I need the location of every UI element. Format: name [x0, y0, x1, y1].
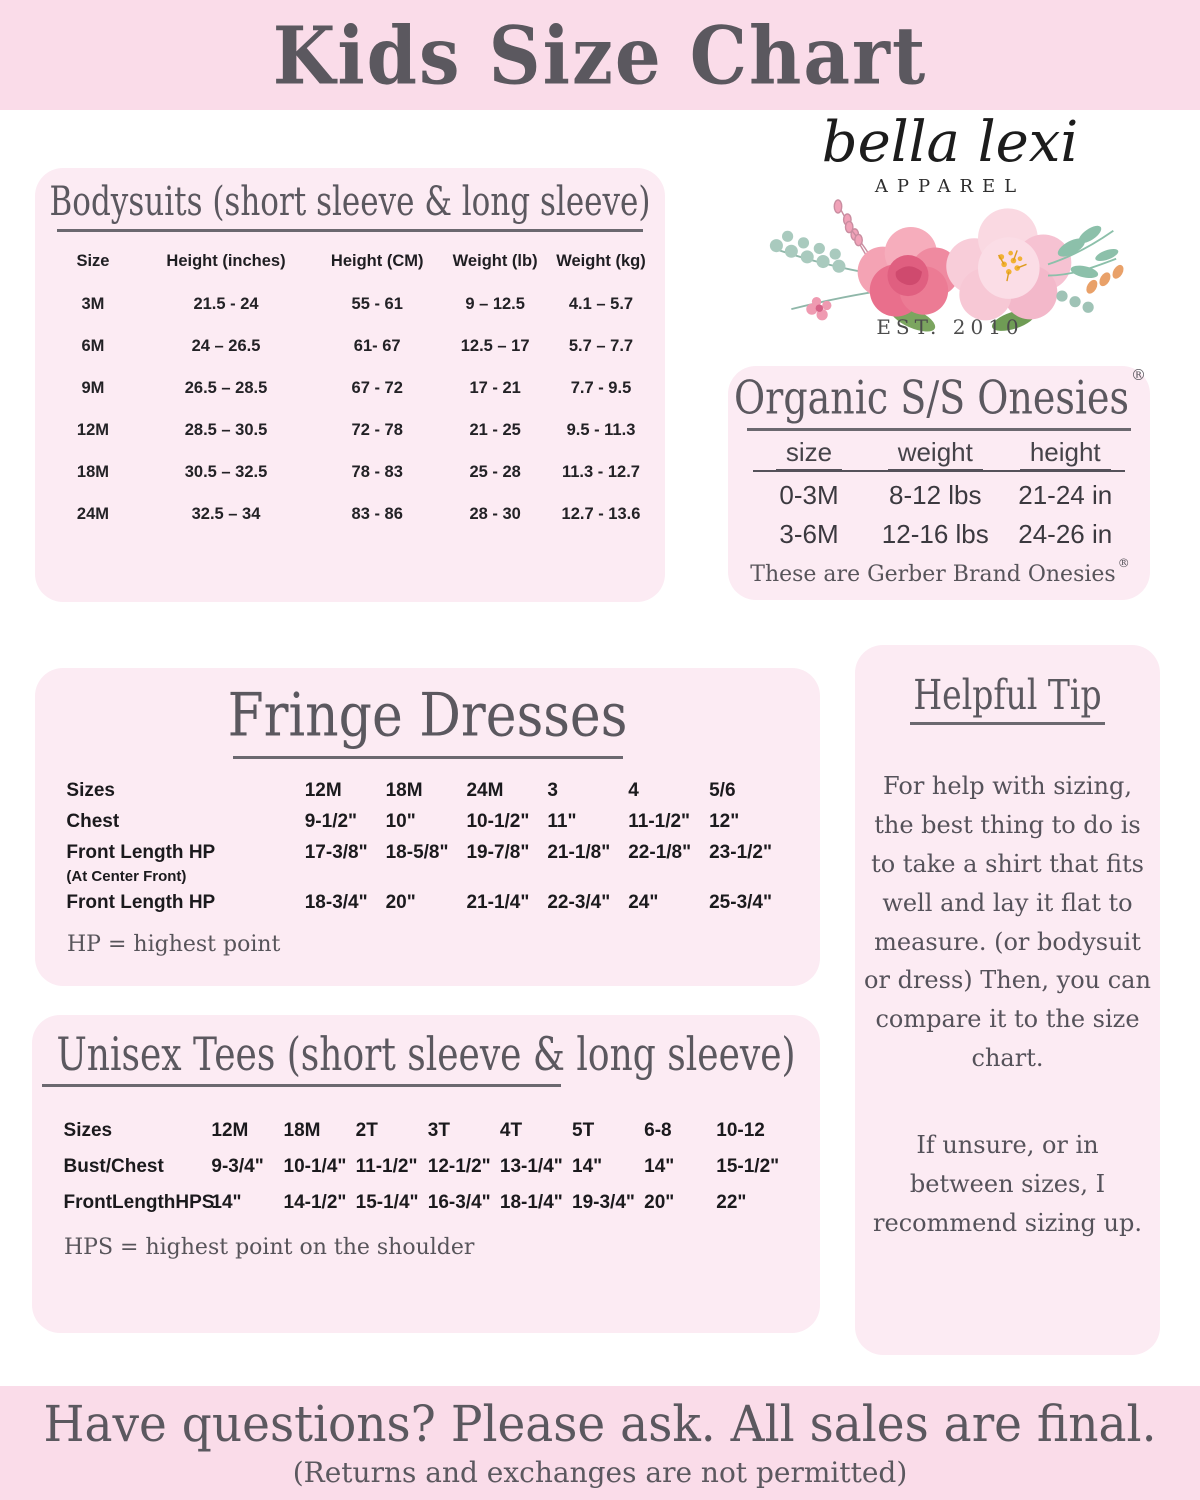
- bodysuits-title-underline: [57, 229, 643, 232]
- row-size-label: 9M: [81, 378, 105, 397]
- cell: 18M: [385, 779, 423, 801]
- cell: 13-1/4": [499, 1156, 563, 1177]
- tees-size-table: [64, 1113, 789, 1221]
- fringe-title-underline: [233, 756, 623, 759]
- row-label: Sizes: [66, 779, 115, 801]
- cell: 11-1/2": [628, 810, 691, 832]
- column-header: size: [753, 437, 864, 472]
- cell: 21-24 in: [1018, 480, 1113, 510]
- table-row: [48, 451, 653, 493]
- cell: 12M: [211, 1120, 249, 1141]
- cell: 83 - 86: [351, 504, 403, 523]
- cell: 18-1/4": [499, 1192, 563, 1213]
- tip-title-underline: [910, 722, 1105, 725]
- cell: 14-1/2": [283, 1192, 347, 1213]
- tip-title: Helpful Tip: [913, 670, 1102, 719]
- fringe-size-table: [66, 775, 788, 918]
- cell: 11.3 - 12.7: [561, 462, 640, 481]
- cell: 19-7/8": [466, 841, 530, 863]
- cell: 21-1/4": [466, 891, 530, 913]
- cell: 0-3M: [779, 480, 839, 510]
- row-size-label: 6M: [81, 336, 105, 355]
- cell: 30.5 – 32.5: [184, 462, 268, 481]
- hp-definition-note: HP = highest point: [67, 932, 281, 957]
- cell: 3: [547, 779, 558, 801]
- cell: 11-1/2": [355, 1156, 418, 1177]
- gerber-brand-note: These are Gerber Brand Onesies ®: [750, 556, 1130, 587]
- onesies-title-underline: [747, 428, 1131, 431]
- cell: 72 - 78: [351, 420, 403, 439]
- cell: 19-3/4": [572, 1192, 635, 1213]
- cell: 24M: [466, 779, 504, 801]
- cell: 12.5 – 17: [460, 336, 530, 355]
- table-row: [66, 887, 788, 918]
- onesies-size-table: [753, 437, 1124, 550]
- cell: 20": [644, 1192, 675, 1213]
- cell: 3-6M: [779, 519, 839, 549]
- cell: 10-1/2": [466, 810, 530, 832]
- table-row: [64, 1185, 789, 1221]
- table-row: [64, 1113, 789, 1149]
- cell: 28.5 – 30.5: [184, 420, 268, 439]
- cell: 32.5 – 34: [191, 504, 261, 523]
- table-row: [66, 837, 788, 868]
- fringe-title: Fringe Dresses: [227, 681, 628, 751]
- cell: 6-8: [644, 1120, 672, 1141]
- cell: 12-16 lbs: [881, 519, 989, 549]
- cell: 22-3/4": [547, 891, 611, 913]
- cell: 5/6: [709, 779, 736, 801]
- hps-definition-note: HPS = highest point on the shoulder: [64, 1235, 475, 1260]
- table-row: [48, 367, 653, 409]
- column-header: weight: [865, 437, 1006, 472]
- table-row: [48, 283, 653, 325]
- cell: 21.5 - 24: [193, 294, 259, 313]
- page-title: Kids Size Chart: [272, 8, 928, 102]
- cell: [709, 868, 788, 887]
- cell: 9.5 - 11.3: [566, 420, 636, 439]
- cell: 10-12: [716, 1120, 765, 1141]
- cell: 25-3/4": [709, 891, 772, 913]
- row-label: Front Length HP: [66, 891, 216, 913]
- cell: 26.5 – 28.5: [184, 378, 268, 397]
- row-label: Chest: [66, 810, 120, 832]
- row-label: Front Length HP: [66, 841, 216, 863]
- cell: 21-1/8": [547, 841, 611, 863]
- bodysuits-title: Bodysuits (short sleeve & long sleeve): [49, 178, 651, 226]
- row-label: FrontLengthHPS: [63, 1192, 215, 1213]
- cell: [466, 868, 547, 887]
- cell: [628, 868, 709, 887]
- cell: 9 – 12.5: [465, 294, 525, 313]
- column-header: Height (inches): [166, 252, 286, 270]
- brand-subtitle: APPAREL: [874, 175, 1026, 197]
- table-row: [48, 493, 653, 535]
- cell: 8-12 lbs: [889, 480, 982, 510]
- top-banner: [0, 0, 1200, 110]
- cell: 14": [644, 1156, 675, 1177]
- cell: [305, 868, 386, 887]
- cell: 4T: [499, 1120, 523, 1141]
- cell: 16-3/4": [427, 1192, 491, 1213]
- table-row: [64, 1149, 789, 1185]
- footer-question-line: Have questions? Please ask. All sales are final.: [43, 1395, 1157, 1454]
- cell: 3T: [427, 1120, 450, 1141]
- onesies-title: Organic S/S Onesies ®: [734, 366, 1146, 425]
- fringe-dresses-panel: [35, 668, 820, 986]
- cell: [547, 868, 628, 887]
- cell: 55 - 61: [351, 294, 403, 313]
- cell: 5T: [572, 1120, 595, 1141]
- cell: 5.7 – 7.7: [568, 336, 634, 355]
- column-header: Weight (lb): [452, 252, 538, 270]
- brand-name-script: bella lexi: [821, 110, 1079, 175]
- column-header: Height (CM): [330, 252, 424, 270]
- table-row: [48, 325, 653, 367]
- row-size-label: 3M: [81, 294, 105, 313]
- cell: 11": [547, 810, 577, 832]
- registered-trademark-symbol: ®: [1131, 366, 1146, 384]
- cell: 25 - 28: [469, 462, 521, 481]
- footer-returns-line: (Returns and exchanges are not permitted): [292, 1456, 908, 1489]
- cell: [386, 868, 467, 887]
- organic-onesies-panel: [728, 366, 1150, 600]
- cell: 12-1/2": [427, 1156, 491, 1177]
- table-row: [66, 775, 788, 806]
- cell: 22": [716, 1192, 747, 1213]
- cell: 20": [385, 891, 416, 913]
- column-header: Weight (kg): [556, 252, 646, 270]
- tees-table-body: [64, 1113, 789, 1221]
- table-row: [66, 806, 788, 837]
- row-size-label: 24M: [76, 504, 109, 523]
- brand-established: EST. 2010: [876, 314, 1024, 339]
- cell: 67 - 72: [351, 378, 403, 397]
- cell: 18-3/4": [304, 891, 368, 913]
- tip-paragraph: For help with sizing, the best thing to do is to take a shirt that fits well and lay it flat to measure. (or bodysuit or dress) Then, you can compare it to the size chart.: [864, 772, 1151, 1073]
- tip-paragraph: If unsure, or in between sizes, I recommend sizing up.: [873, 1131, 1142, 1237]
- table-row: [48, 409, 653, 451]
- brand-logo: [740, 112, 1160, 339]
- table-row: [66, 868, 788, 887]
- bodysuits-size-table: [48, 244, 653, 535]
- bodysuits-header-row: [48, 244, 653, 283]
- cell: 4: [628, 779, 639, 801]
- cell: 61- 67: [353, 336, 401, 355]
- column-header: height: [1006, 437, 1125, 472]
- unisex-tees-panel: [32, 1015, 820, 1333]
- column-header: Size: [76, 252, 110, 270]
- cell: 24-26 in: [1018, 519, 1113, 549]
- cell: 14": [572, 1156, 603, 1177]
- cell: 10-1/4": [283, 1156, 347, 1177]
- row-label: Sizes: [63, 1120, 113, 1141]
- cell: 24 – 26.5: [191, 336, 261, 355]
- cell: 21 - 25: [469, 420, 521, 439]
- cell: 9-3/4": [211, 1156, 264, 1177]
- cell: 12M: [304, 779, 342, 801]
- cell: 10": [385, 810, 416, 832]
- cell: 24": [628, 891, 659, 913]
- tees-title-underline: [42, 1084, 561, 1087]
- cell: 17 - 21: [469, 378, 521, 397]
- row-label: (At Center Front): [66, 868, 187, 885]
- fringe-table-body: [66, 775, 788, 918]
- cell: 18M: [283, 1120, 321, 1141]
- cell: 78 - 83: [351, 462, 403, 481]
- cell: 12": [709, 810, 740, 832]
- cell: 15-1/4": [355, 1192, 419, 1213]
- bottom-banner: [0, 1386, 1200, 1500]
- cell: 18-5/8": [385, 841, 449, 863]
- row-label: Bust/Chest: [63, 1156, 164, 1177]
- cell: 22-1/8": [628, 841, 692, 863]
- bodysuits-panel: [35, 168, 665, 602]
- cell: 7.7 - 9.5: [570, 378, 632, 397]
- row-size-label: 18M: [76, 462, 109, 481]
- row-size-label: 12M: [76, 420, 109, 439]
- cell: 12.7 - 13.6: [561, 504, 641, 523]
- cell: 2T: [355, 1120, 378, 1141]
- cell: 28 - 30: [469, 504, 521, 523]
- cell: 14": [211, 1192, 242, 1213]
- tees-title: Unisex Tees (short sleeve & long sleeve): [56, 1029, 796, 1082]
- helpful-tip-panel: [855, 645, 1160, 1355]
- bodysuits-table-body: [48, 283, 653, 535]
- cell: 15-1/2": [716, 1156, 780, 1177]
- cell: 9-1/2": [304, 810, 358, 832]
- cell: 23-1/2": [709, 841, 772, 863]
- registered-trademark-symbol: ®: [1117, 556, 1130, 570]
- cell: 17-3/8": [304, 841, 368, 863]
- cell: 4.1 – 5.7: [568, 294, 634, 313]
